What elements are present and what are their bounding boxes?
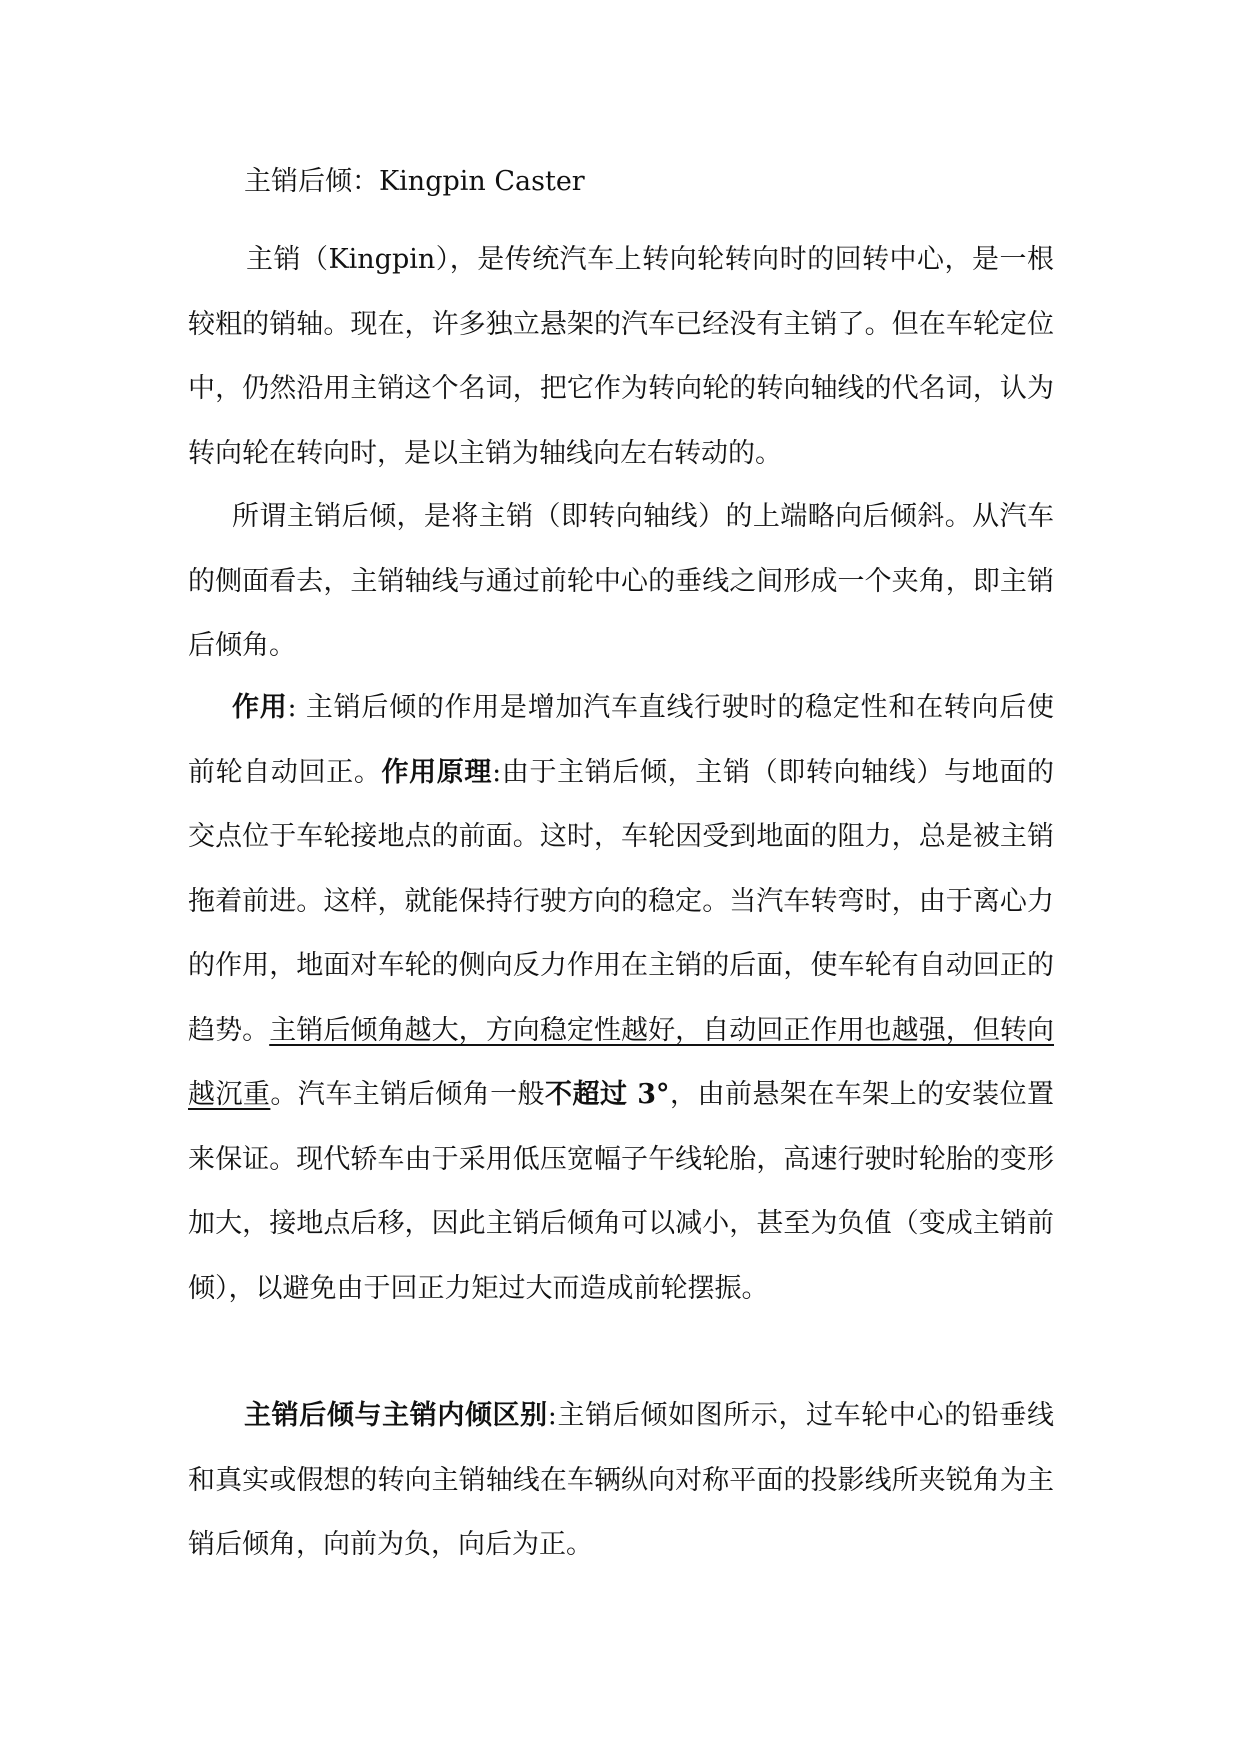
effect-text: : 主销后倾的作用是增加汽车直线行驶时的稳定性和在转向后使前轮自动回正。: [188, 692, 1055, 788]
modern-car-text: ，由前悬架在车架上的安装位置来保证。现代轿车由于采用低压宽幅子午线轮胎，高速行驶时轮胎的变形加大，接地点后移，因此主销后倾角可以减小，甚至为负值（变成主销前倾），以避免由于回正力矩过大而造成前轮摆振。: [188, 1079, 1055, 1304]
typical-angle-text: 。汽车主销后倾角一般: [270, 1079, 546, 1110]
label-difference: 主销后倾与主销内倾区别: [244, 1400, 548, 1431]
label-principle: 作用原理: [381, 756, 493, 788]
paragraph-caster-definition: 所谓主销后倾，是将主销（即转向轴线）的上端略向后倾斜。从汽车的侧面看去，主销轴线与通过前轮中心的垂线之间形成一个夹角，即主销后倾角。: [188, 501, 1054, 661]
angle-limit: 不超过 3°: [545, 1079, 670, 1110]
paragraph-caster-vs-inclination: [188, 1384, 1054, 1578]
difference-text: :主销后倾如图所示，过车轮中心的铅垂线和真实或假想的转向主销轴线在车辆纵向对称平面的投影线所夹锐角为主销后倾角，向前为负，向后为正。: [188, 1400, 1054, 1560]
section-heading: 主销后倾：Kingpin Caster: [244, 166, 585, 197]
paragraph-caster-effect: [188, 676, 1054, 1321]
principle-text: :由于主销后倾，主销（即转向轴线）与地面的交点位于车轮接地点的前面。这时，车轮因受到地面的阻力，总是被主销拖着前进。这样，就能保持行驶方向的稳定。当汽车转弯时，由于离心力的作用，地面对车轮的侧向反力作用在主销的后面，使车轮有自动回正的趋势。: [188, 756, 1055, 1046]
paragraph-kingpin-definition: 主销（Kingpin），是传统汽车上转向轮转向时的回转中心，是一根较粗的销轴。现在，许多独立悬架的汽车已经没有主销了。但在车轮定位中，仍然沿用主销这个名词，把它作为转向轮的转向轴线的代名词，认为转向轮在转向时，是以主销为轴线向左右转动的。: [188, 244, 1054, 469]
label-effect: 作用: [232, 692, 288, 723]
underlined-conclusion: 主销后倾角越大，方向稳定性越好，自动回正作用也越强，但转向越沉重: [188, 1014, 1055, 1110]
